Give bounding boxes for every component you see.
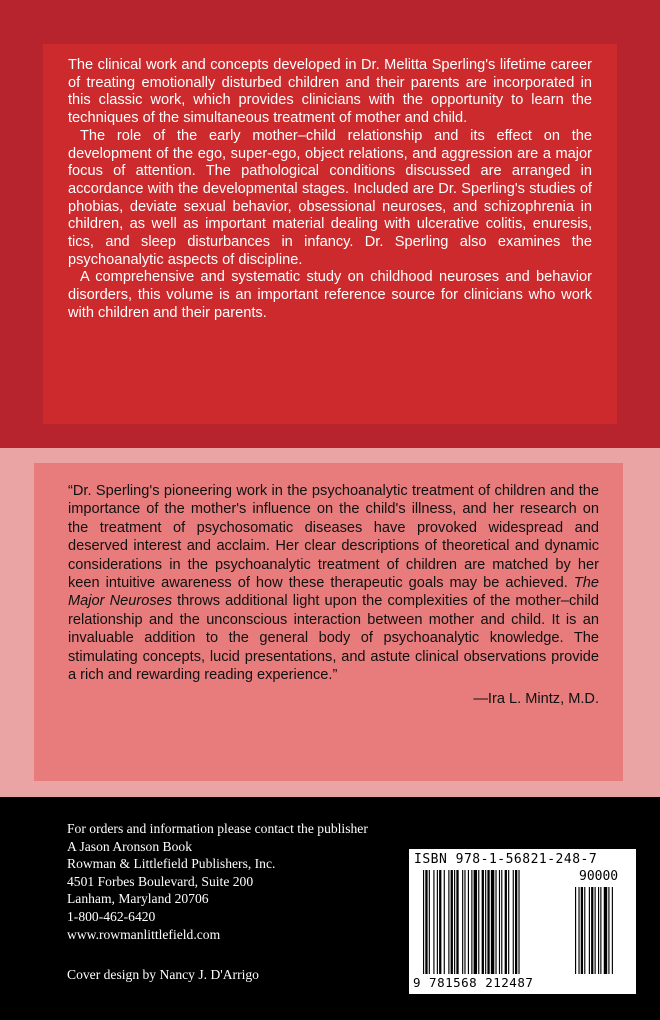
barcode-bar: [495, 870, 496, 974]
barcode-bar: [474, 870, 477, 974]
barcode-bar: [454, 870, 455, 974]
description-paragraph-3: A comprehensive and systematic study on childhood neuroses and behavior disorders, this volume is an important reference source for clinicians who work with children and their parents.: [68, 269, 592, 321]
description-paragraph-2: The role of the early mother–child relationship and its effect on the development of the ego, super-ego, object relations, and aggression are a major focus of attention. The pathological conditions discussed are arranged in accordance with the developmental stages. Included are Dr. Sperling's studies of phobias, deviate sexual behavior, obsessional neuroses, and schizophrenia in children, as well as important material dealing with ulcerative colitis, enuresis, tics, and sleep disturbances in infancy. Dr. Sperling also examines the psychoanalytic aspects of discipline.: [68, 127, 592, 268]
barcode-bar: [456, 870, 458, 974]
addon-bar: [598, 887, 599, 974]
isbn-barcode: [409, 849, 636, 994]
barcode-bar: [513, 870, 514, 974]
barcode-bar: [439, 870, 441, 974]
publisher-panel: [0, 797, 660, 1020]
description-panel: [0, 0, 660, 448]
barcode-bar: [444, 870, 445, 974]
barcode-bar: [508, 870, 509, 974]
addon-bar: [595, 887, 596, 974]
barcode-digits: 9 781568 212487: [413, 975, 534, 990]
price-addon-label: 90000: [579, 869, 619, 884]
review-attribution: —Ira L. Mintz, M.D.: [473, 691, 599, 708]
barcode-bar: [501, 870, 502, 974]
publisher-website: www.rowmanlittlefield.com: [67, 926, 221, 942]
review-quote-start: “Dr. Sperling's pioneering work in the psychoanalytic treatment of children and the importance of the mother's influence on the child's illness, and her research on the treatment of psychosomatic diseases have provoked widespread and deserved interest and acclaim. Her clear descriptions of theoretical and dynamic considerations in the psychoanalytic treatment of children are matched by her keen intuitive awareness of how these therapeutic goals may be achieved.: [68, 483, 599, 592]
publisher-line: A Jason Aronson Book: [67, 838, 192, 854]
barcode-bar: [437, 870, 438, 974]
review-quote-end: throws additional light upon the complexities of the mother–child relationship and the unconscious interaction between mother and child. It is an invaluable addition to the general body of psychoanalytic knowledge. The stimulating concepts, lucid presentations, and astute clinical observations provide a rich and rewarding reading experience.”: [68, 593, 599, 684]
addon-bar: [584, 887, 585, 974]
publisher-line: Lanham, Maryland 20706: [67, 891, 209, 907]
barcode-bar: [485, 870, 486, 974]
barcode-bar: [433, 870, 434, 974]
description-box: [43, 44, 617, 424]
cover-design-credit: Cover design by Nancy J. D'Arrigo: [67, 967, 259, 982]
publisher-line: 1-800-462-6420: [67, 908, 156, 924]
barcode-bar: [487, 870, 489, 974]
publisher-line: 4501 Forbes Boulevard, Suite 200: [67, 873, 254, 889]
isbn-label: ISBN 978-1-56821-248-7: [414, 852, 598, 867]
addon-bar: [578, 887, 579, 974]
addon-bar: [612, 887, 613, 974]
addon-bar: [600, 887, 601, 974]
publisher-line: For orders and information please contact the publisher: [67, 821, 368, 836]
barcode-bar: [464, 870, 465, 974]
barcode-bar: [451, 870, 453, 974]
barcode-bar: [491, 870, 494, 974]
description-paragraph-1: The clinical work and concepts developed in Dr. Melitta Sperling's lifetime career of treating emotionally disturbed children and their parents are incorporated in this classic work, which provides clinicians with the opportunity to learn the techniques of the simultaneous treatment of mother and child.: [68, 57, 592, 127]
barcode-bar: [499, 870, 500, 974]
addon-bar: [575, 887, 576, 974]
barcode-bar: [505, 870, 507, 974]
barcode-bar: [462, 870, 463, 974]
barcode-bar: [478, 870, 479, 974]
barcode-bar: [515, 870, 517, 974]
addon-bar: [608, 887, 609, 974]
addon-bar: [604, 887, 607, 974]
barcode-bar: [468, 870, 469, 974]
barcode-bars: [409, 849, 636, 994]
barcode-bar: [425, 870, 427, 974]
review-box: [34, 463, 623, 781]
barcode-bar: [429, 870, 430, 974]
review-quote-title: The Major Neuroses: [68, 575, 599, 610]
barcode-bar: [518, 870, 519, 974]
barcode-bar: [471, 870, 472, 974]
publisher-line: Rowman & Littlefield Publishers, Inc.: [67, 856, 276, 872]
barcode-bar: [423, 870, 424, 974]
review-quote: [68, 482, 599, 684]
addon-bar: [589, 887, 590, 974]
review-panel: [0, 448, 660, 797]
publisher-info: [67, 820, 368, 943]
addon-bar: [581, 887, 583, 974]
barcode-bar: [448, 870, 449, 974]
addon-bar: [591, 887, 593, 974]
barcode-bar: [482, 870, 484, 974]
